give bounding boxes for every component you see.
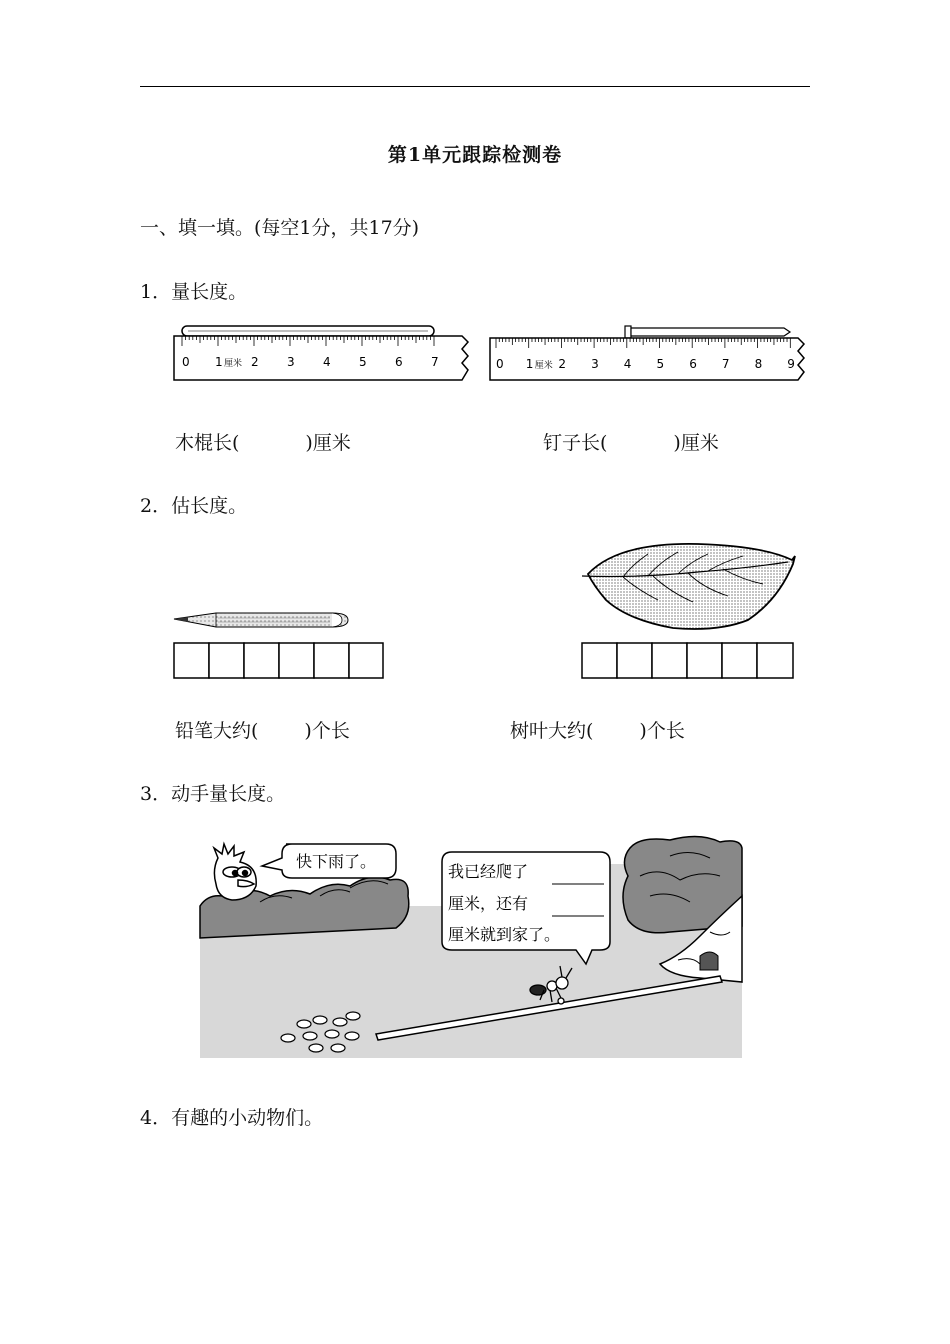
ruler-number: 0: [496, 357, 504, 371]
ruler-number: 5: [359, 355, 367, 369]
leaf-estimate-suffix: )个长: [639, 720, 685, 742]
question-3-label: 3．动手量长度。: [140, 783, 286, 805]
section-heading: 一、填一填。(每空1分，共17分): [140, 217, 420, 239]
ruler-number: 1: [215, 355, 223, 369]
pencil-estimate-suffix: )个长: [304, 720, 350, 742]
nail-length-suffix: )厘米: [673, 432, 719, 454]
ruler-number: 9: [787, 357, 795, 371]
ruler-number: 3: [591, 357, 599, 371]
nail-length-question: [543, 428, 719, 455]
stick-length-suffix: )厘米: [305, 432, 351, 454]
nail-shaft: [631, 328, 790, 336]
ruler-number: 6: [689, 357, 697, 371]
leaf-image: [578, 540, 800, 635]
ruler-number: 7: [431, 355, 439, 369]
stick-length-prefix: 木棍长(: [175, 432, 240, 454]
ruler-unit: 厘米: [224, 359, 243, 369]
ruler-number: 4: [623, 357, 632, 371]
stick-length-question: [175, 428, 351, 455]
leaf-estimate-question: [510, 716, 685, 743]
ruler-number: 4: [323, 355, 331, 369]
pencil-grid: [173, 642, 385, 680]
ruler-number: 3: [287, 355, 295, 369]
nail-length-prefix: 钉子长(: [543, 432, 608, 454]
ant-scene: [200, 836, 742, 1058]
ruler-number: 8: [754, 357, 763, 371]
ruler-number: 7: [721, 357, 730, 371]
ruler-number: 2: [251, 355, 259, 369]
leaf-grid: [581, 642, 796, 680]
ruler-number: 1: [525, 357, 534, 371]
ruler-stick-figure: [170, 322, 470, 384]
ruler-number: 2: [558, 357, 567, 371]
question-4-label: 4．有趣的小动物们。: [140, 1107, 324, 1129]
ant-speech-line-3: 厘米就到家了。: [448, 925, 561, 944]
pencil-estimate-question: [175, 716, 350, 743]
question-2-label: 2．估长度。: [140, 495, 248, 517]
nail-head: [625, 326, 631, 338]
bird-speech-text: 快下雨了。: [296, 852, 377, 871]
leaf-estimate-prefix: 树叶大约(: [510, 720, 594, 742]
ruler-number: 5: [656, 357, 665, 371]
ruler-number: 6: [395, 355, 403, 369]
pencil-image: [172, 608, 352, 630]
top-rule: [140, 86, 810, 87]
ruler-nail-figure: [486, 322, 811, 384]
page-title: 第1单元跟踪检测卷: [387, 144, 563, 166]
question-1-label: 1．量长度。: [140, 281, 248, 303]
ruler-unit: 厘米: [534, 361, 553, 371]
ant-speech-line-2: 厘米，还有: [448, 894, 529, 913]
ruler-number: 0: [182, 355, 190, 369]
pencil-estimate-prefix: 铅笔大约(: [175, 720, 259, 742]
ant-speech-line-1: 我已经爬了: [448, 862, 529, 881]
